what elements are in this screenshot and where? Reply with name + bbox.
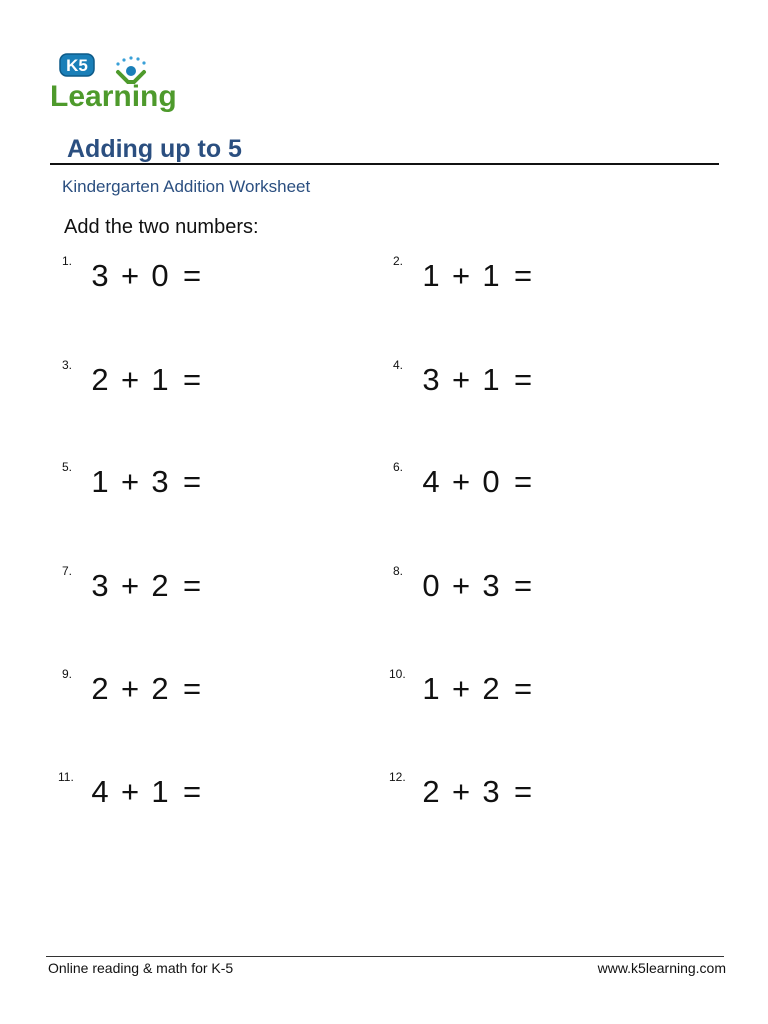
- plus-sign: +: [120, 774, 140, 809]
- plus-sign: +: [451, 774, 471, 809]
- problem-number: 3.: [62, 358, 73, 372]
- first-addend: 3: [422, 362, 440, 397]
- problem-number: 6.: [393, 460, 404, 474]
- footer-website: www.k5learning.com: [597, 960, 726, 976]
- problem-equation: [90, 362, 214, 398]
- problem-item: [56, 665, 316, 717]
- worksheet-title: Adding up to 5: [67, 135, 242, 163]
- equals-sign: =: [182, 568, 202, 603]
- problem-equation: [90, 464, 214, 500]
- first-addend: 2: [422, 774, 440, 809]
- first-addend: 1: [91, 464, 109, 499]
- equals-sign: =: [513, 362, 533, 397]
- problem-item: [387, 768, 647, 820]
- second-addend: 0: [151, 258, 169, 293]
- equals-sign: =: [513, 671, 533, 706]
- logo-word-text: Learning: [50, 80, 177, 113]
- problem-number: 11.: [58, 770, 74, 784]
- problem-equation: [90, 258, 214, 294]
- problem-equation: [421, 362, 545, 398]
- footer-divider: [46, 956, 724, 957]
- problem-item: [56, 252, 316, 304]
- second-addend: 3: [482, 568, 500, 603]
- first-addend: 2: [91, 671, 109, 706]
- equals-sign: =: [182, 774, 202, 809]
- problem-number: 2.: [393, 254, 404, 268]
- problem-equation: [421, 258, 545, 294]
- first-addend: 4: [422, 464, 440, 499]
- problem-item: [387, 562, 647, 614]
- problem-equation: [90, 568, 214, 604]
- title-divider: [50, 163, 719, 165]
- second-addend: 0: [482, 464, 500, 499]
- first-addend: 2: [91, 362, 109, 397]
- problem-item: [56, 356, 316, 408]
- worksheet-subtitle: Kindergarten Addition Worksheet: [62, 177, 311, 196]
- problem-equation: [421, 464, 545, 500]
- second-addend: 2: [151, 568, 169, 603]
- plus-sign: +: [451, 671, 471, 706]
- problem-equation: [421, 568, 545, 604]
- second-addend: 1: [151, 774, 169, 809]
- equals-sign: =: [513, 774, 533, 809]
- plus-sign: +: [451, 362, 471, 397]
- k5-learning-logo-icon: [48, 50, 188, 114]
- instruction-text: Add the two numbers:: [64, 216, 259, 238]
- problem-number: 8.: [393, 564, 404, 578]
- second-addend: 2: [482, 671, 500, 706]
- second-addend: 3: [151, 464, 169, 499]
- problem-equation: [90, 671, 214, 707]
- problem-number: 5.: [62, 460, 73, 474]
- problem-equation: [421, 774, 545, 810]
- first-addend: 1: [422, 258, 440, 293]
- problem-item: [387, 458, 647, 510]
- problem-item: [387, 252, 647, 304]
- plus-sign: +: [451, 258, 471, 293]
- k5-learning-logo: [48, 50, 188, 114]
- problem-number: 12.: [389, 770, 406, 784]
- second-addend: 1: [151, 362, 169, 397]
- problem-number: 7.: [62, 564, 73, 578]
- first-addend: 3: [91, 258, 109, 293]
- equals-sign: =: [182, 671, 202, 706]
- problem-item: [56, 458, 316, 510]
- problem-number: 4.: [393, 358, 404, 372]
- equals-sign: =: [182, 362, 202, 397]
- problem-equation: [90, 774, 214, 810]
- logo-badge-text: K5: [66, 56, 88, 75]
- equals-sign: =: [182, 464, 202, 499]
- problem-item: [387, 356, 647, 408]
- first-addend: 1: [422, 671, 440, 706]
- problem-item: [56, 768, 316, 820]
- first-addend: 4: [91, 774, 109, 809]
- plus-sign: +: [451, 568, 471, 603]
- equals-sign: =: [513, 568, 533, 603]
- equals-sign: =: [513, 258, 533, 293]
- problem-number: 9.: [62, 667, 73, 681]
- problem-number: 10.: [389, 667, 406, 681]
- problem-equation: [421, 671, 545, 707]
- plus-sign: +: [451, 464, 471, 499]
- footer-tagline: Online reading & math for K-5: [48, 960, 234, 976]
- plus-sign: +: [120, 258, 140, 293]
- second-addend: 3: [482, 774, 500, 809]
- second-addend: 1: [482, 258, 500, 293]
- problem-item: [387, 665, 647, 717]
- first-addend: 3: [91, 568, 109, 603]
- second-addend: 1: [482, 362, 500, 397]
- problem-number: 1.: [62, 254, 73, 268]
- equals-sign: =: [513, 464, 533, 499]
- equals-sign: =: [182, 258, 202, 293]
- first-addend: 0: [422, 568, 440, 603]
- second-addend: 2: [151, 671, 169, 706]
- plus-sign: +: [120, 362, 140, 397]
- plus-sign: +: [120, 568, 140, 603]
- plus-sign: +: [120, 464, 140, 499]
- plus-sign: +: [120, 671, 140, 706]
- problem-item: [56, 562, 316, 614]
